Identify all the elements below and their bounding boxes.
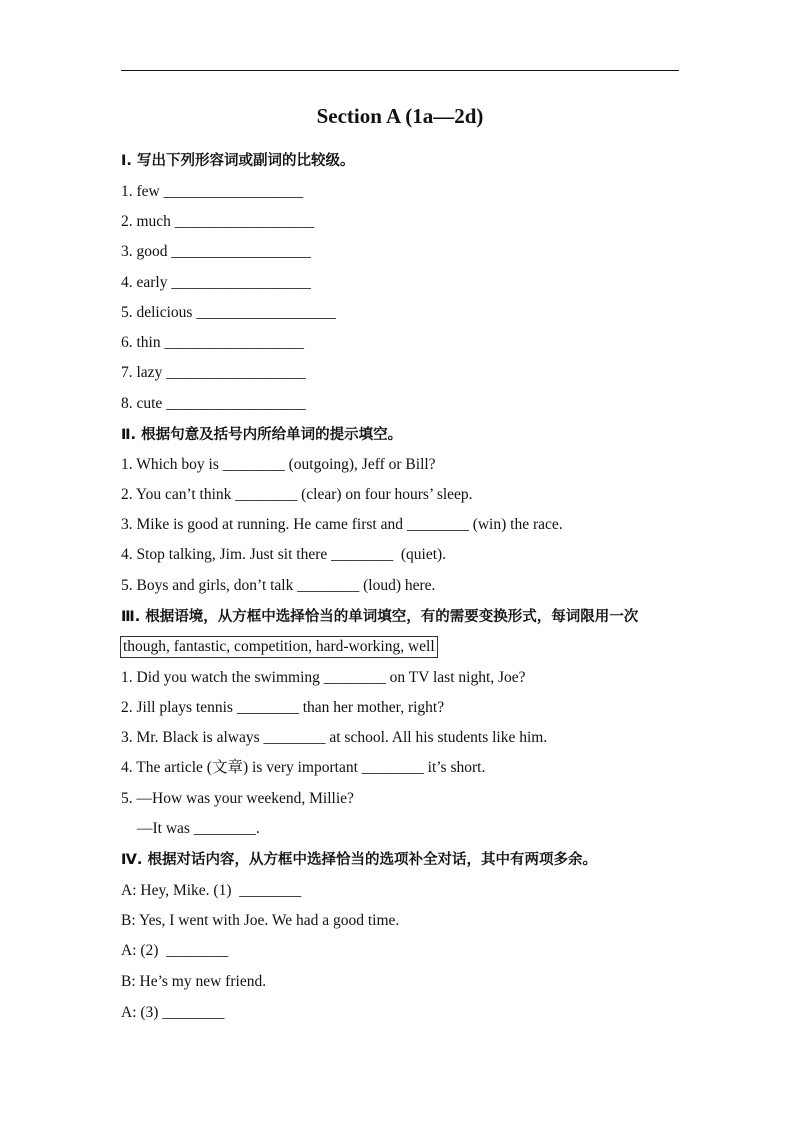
section-3-item: 1. Did you watch the swimming ________ on TV last night, Joe? bbox=[121, 669, 526, 686]
section-3-item: 4. The article (文章) is very important ________ it’s short. bbox=[121, 759, 486, 776]
section-1-item: 8. cute __________________ bbox=[121, 395, 306, 412]
section-3-item-reply: —It was ________. bbox=[137, 820, 260, 837]
section-2-item: 4. Stop talking, Jim. Just sit there ________ (quiet). bbox=[121, 546, 447, 563]
section-2-item: 2. You can’t think ________ (clear) on four hours’ sleep. bbox=[121, 486, 473, 503]
section-3-heading: Ⅲ. 根据语境，从方框中选择恰当的单词填空，有的需要变换形式，每词限用一次 bbox=[121, 609, 639, 625]
section-2-item: 1. Which boy is ________ (outgoing), Jeff or Bill? bbox=[121, 456, 436, 473]
section-3-item: 5. —How was your weekend, Millie? bbox=[121, 790, 354, 807]
section-3-item: 3. Mr. Black is always ________ at school. All his students like him. bbox=[121, 729, 548, 746]
section-2-item: 5. Boys and girls, don’t talk ________ (loud) here. bbox=[121, 577, 436, 594]
section-4-heading: Ⅳ. 根据对话内容，从方框中选择恰当的选项补全对话，其中有两项多余。 bbox=[121, 852, 597, 868]
dialogue-line: A: (3) ________ bbox=[121, 1004, 225, 1021]
section-1-item: 1. few __________________ bbox=[121, 183, 304, 200]
word-bank-box: though, fantastic, competition, hard-working, well bbox=[120, 636, 438, 658]
dialogue-line: B: Yes, I went with Joe. We had a good time. bbox=[121, 912, 400, 929]
dialogue-line: A: Hey, Mike. (1) ________ bbox=[121, 882, 302, 899]
dialogue-line: A: (2) ________ bbox=[121, 942, 229, 959]
section-1-item: 6. thin __________________ bbox=[121, 334, 304, 351]
page-title: Section A (1a—2d) bbox=[316, 104, 484, 128]
top-rule bbox=[121, 70, 679, 71]
section-1-item: 5. delicious __________________ bbox=[121, 304, 336, 321]
section-1-item: 7. lazy __________________ bbox=[121, 364, 306, 381]
section-2-item: 3. Mike is good at running. He came first and ________ (win) the race. bbox=[121, 516, 563, 533]
section-1-heading: Ⅰ. 写出下列形容词或副词的比较级。 bbox=[121, 153, 355, 169]
section-1-item: 3. good __________________ bbox=[121, 243, 311, 260]
section-2-heading: Ⅱ. 根据句意及括号内所给单词的提示填空。 bbox=[121, 427, 403, 443]
section-1-item: 4. early __________________ bbox=[121, 274, 311, 291]
section-3-item: 2. Jill plays tennis ________ than her mother, right? bbox=[121, 699, 445, 716]
section-1-item: 2. much __________________ bbox=[121, 213, 315, 230]
dialogue-line: B: He’s my new friend. bbox=[121, 973, 267, 990]
